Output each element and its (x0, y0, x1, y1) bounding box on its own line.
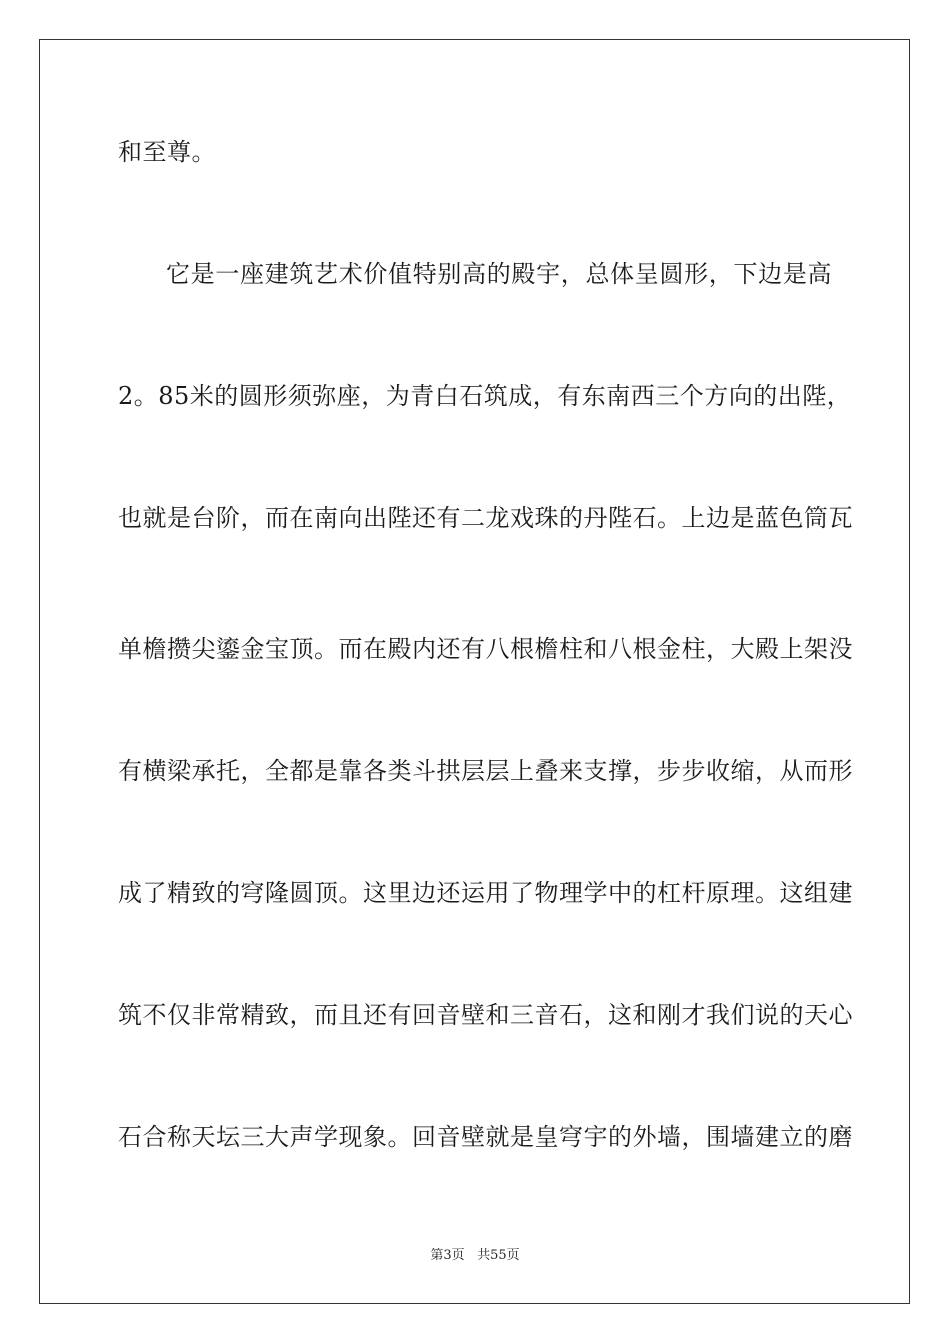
text-line-3: 2。85米的圆形须弥座，为青白石筑成，有东南西三个方向的出陛， (118, 382, 852, 410)
text-line-5: 单檐攒尖鎏金宝顶。而在殿内还有八根檐柱和八根金柱，大殿上架没 (118, 635, 853, 663)
page-footer (0, 1247, 950, 1265)
page-number: 第3页 (430, 1248, 465, 1263)
text-line-6: 有横梁承托，全都是靠各类斗拱层层上叠来支撑，步步收缩，从而形 (118, 757, 853, 785)
text-line-4: 也就是台阶，而在南向出陛还有二龙戏珠的丹陛石。上边是蓝色筒瓦 (118, 504, 853, 532)
page-border (39, 39, 910, 1304)
page-total: 共55页 (477, 1248, 520, 1263)
text-line-8: 筑不仅非常精致，而且还有回音壁和三音石，这和刚才我们说的天心 (118, 1001, 853, 1029)
text-line-7: 成了精致的穹隆圆顶。这里边还运用了物理学中的杠杆原理。这组建 (118, 879, 853, 907)
text-line-2: 它是一座建筑艺术价值特别高的殿宇，总体呈圆形，下边是高 (166, 260, 832, 288)
text-line-9: 石合称天坛三大声学现象。回音壁就是皇穹宇的外墙，围墙建立的磨 (118, 1123, 853, 1151)
text-line-1: 和至尊。 (118, 138, 216, 166)
